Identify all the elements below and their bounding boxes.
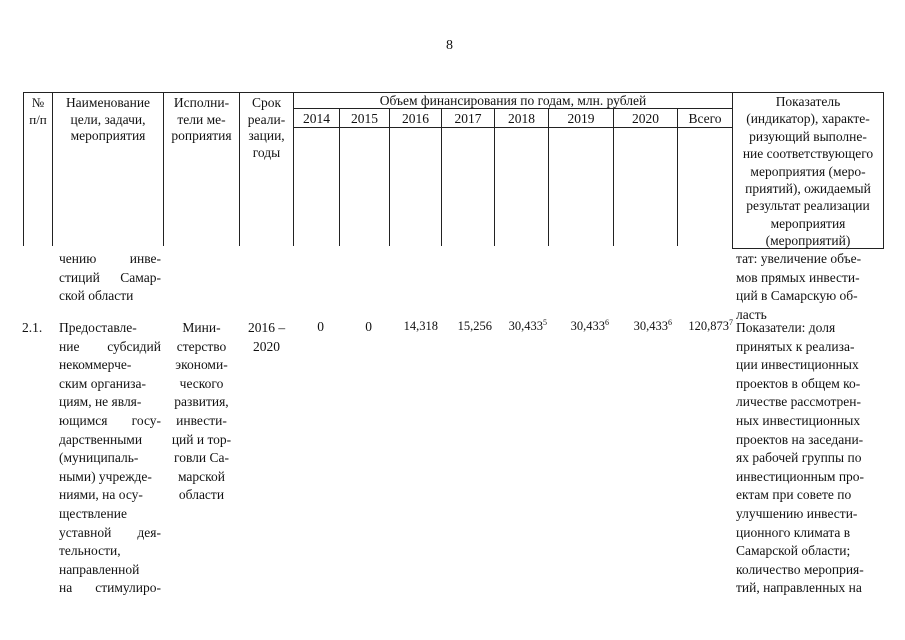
row-name-line: ние субсидий [59, 338, 161, 354]
value-text: 15,256 [457, 319, 492, 333]
value-text: 0 [317, 319, 324, 334]
row-name-line: ниями, на осу- [59, 487, 143, 503]
continuation-indicator-line: ций в Самарскую об- [736, 288, 858, 304]
row-term-line: 2016 – [247, 320, 286, 335]
row-name-line: циям, не явля- [59, 394, 142, 410]
row-indicator-line: Показатели: доля [736, 320, 836, 335]
row-executor-line: Мини- [182, 320, 221, 335]
footnote-marker: 6 [605, 317, 609, 327]
row-name-line: (муниципаль- [59, 450, 139, 466]
row-executors [165, 319, 238, 505]
continuation-indicator-line: тат: увеличение объе- [736, 251, 862, 266]
row-name-line: некоммерче- [59, 357, 132, 373]
col-divider [339, 108, 340, 246]
value-text: 0 [365, 319, 372, 334]
value-2019 [549, 319, 609, 334]
row-indicator-line: тий, направленных на [736, 580, 862, 596]
header-indicator: Показатель (индикатор), характе- ризующий выполне- ние соответствующего мероприятия (меро- приятий), ожидаемый результат реализации мероприятия (мероприятий) [742, 94, 874, 249]
row-indicator-line: ции инвестиционных [736, 357, 859, 373]
row-name-line: на стимулиро- [59, 580, 161, 596]
row-name-line: направленной [59, 561, 140, 577]
row-name-line: дарственными [59, 431, 143, 447]
footnote-marker: 5 [543, 317, 547, 327]
header-bottom-border [293, 127, 732, 128]
continuation-indicator-line: ласть [736, 306, 767, 322]
row-name [59, 319, 161, 598]
row-executor-line: области [178, 487, 225, 503]
col-divider [548, 108, 549, 246]
header-funding: Объем финансирования по годам, млн. рублей [379, 93, 647, 108]
row-executor-line: говли Са- [174, 450, 229, 466]
row-indicator-line: личестве рассмотрен- [736, 394, 862, 410]
year-header-2019: 2019 [567, 111, 595, 126]
col-divider [613, 108, 614, 246]
row-indicator-line: ных инвестиционных [736, 412, 861, 428]
row-name-line: ским организа- [59, 375, 146, 391]
col-divider [441, 108, 442, 246]
row-name-line: уставной дея- [59, 524, 161, 540]
header-executors: Исполни- тели ме- роприятия [171, 95, 232, 143]
row-indicator-line: принятых к реализа- [736, 338, 855, 354]
row-name-line: ющимся госу- [59, 412, 161, 428]
row-executor-line: экономи- [175, 357, 228, 373]
continuation-indicator [736, 250, 882, 324]
continuation-name [59, 250, 161, 306]
footnote-marker: 6 [668, 317, 672, 327]
col-divider [677, 108, 678, 246]
row-indicator-line: проектов в общем ко- [736, 375, 861, 391]
row-indicator-line: проектов на заседани- [736, 431, 864, 447]
value-text: 30,433 [633, 319, 668, 333]
funding-subheader-border [293, 108, 732, 109]
year-header-2016: 2016 [402, 111, 429, 126]
value-2014 [294, 319, 324, 335]
row-indicator-line: Самарской области; [736, 543, 851, 559]
row-term-line: 2020 [253, 338, 280, 354]
row-executor-line: стерство [176, 338, 227, 354]
row-executor-line: инвести- [176, 412, 227, 428]
row-executor-line: развития, [174, 394, 229, 410]
value-2015 [340, 319, 372, 335]
year-header-2015: 2015 [351, 111, 378, 126]
row-number: 2.1. [22, 320, 43, 335]
row-name-line: ными) учрежде- [59, 468, 152, 484]
row-executor-line: марской [177, 468, 226, 484]
value-text: 120,873 [688, 319, 729, 333]
header-num: № п/п [29, 95, 47, 127]
value-text: 30,433 [570, 319, 605, 333]
continuation-name-line: чению инве- [59, 251, 161, 266]
value-total [673, 319, 733, 334]
col-divider [883, 92, 884, 249]
page-number: 8 [446, 38, 453, 53]
continuation-name-line: стиций Самар- [59, 269, 161, 285]
value-2017 [442, 319, 492, 334]
value-text: 14,318 [403, 319, 438, 333]
value-text: 30,433 [508, 319, 543, 333]
row-executor-line: ческого [179, 375, 224, 391]
value-2020 [614, 319, 672, 334]
row-indicator [736, 319, 882, 598]
continuation-indicator-line: мов прямых инвести- [736, 269, 860, 285]
footnote-marker: 7 [729, 317, 733, 327]
continuation-name-line: ской области [59, 288, 134, 304]
row-indicator-line: улучшению инвести- [736, 505, 858, 521]
value-2018 [495, 319, 547, 334]
year-header-2017: 2017 [454, 111, 482, 126]
value-2016 [390, 319, 438, 334]
col-divider [52, 92, 53, 246]
col-divider [389, 108, 390, 246]
col-divider [494, 108, 495, 246]
row-executor-line: ций и тор- [171, 431, 232, 447]
row-indicator-line: ектам при совете по [736, 487, 852, 503]
row-name-line: Предоставле- [59, 320, 137, 335]
year-header-2020: 2020 [632, 111, 659, 126]
year-header-2014: 2014 [303, 111, 330, 126]
year-header-2018: 2018 [508, 111, 535, 126]
year-header-total: Всего [688, 111, 722, 126]
row-indicator-line: количество мероприя- [736, 561, 864, 577]
row-indicator-line: ционного климата в [736, 524, 851, 540]
row-indicator-line: инвестиционным про- [736, 468, 865, 484]
row-term [240, 319, 293, 356]
row-name-line: тельности, [59, 543, 121, 559]
header-name: Наименование цели, задачи, мероприятия [65, 95, 151, 143]
row-indicator-line: ях рабочей группы по [736, 450, 862, 466]
header-term: Срок реали- зации, годы [247, 95, 286, 160]
row-name-line: ществление [59, 505, 127, 521]
